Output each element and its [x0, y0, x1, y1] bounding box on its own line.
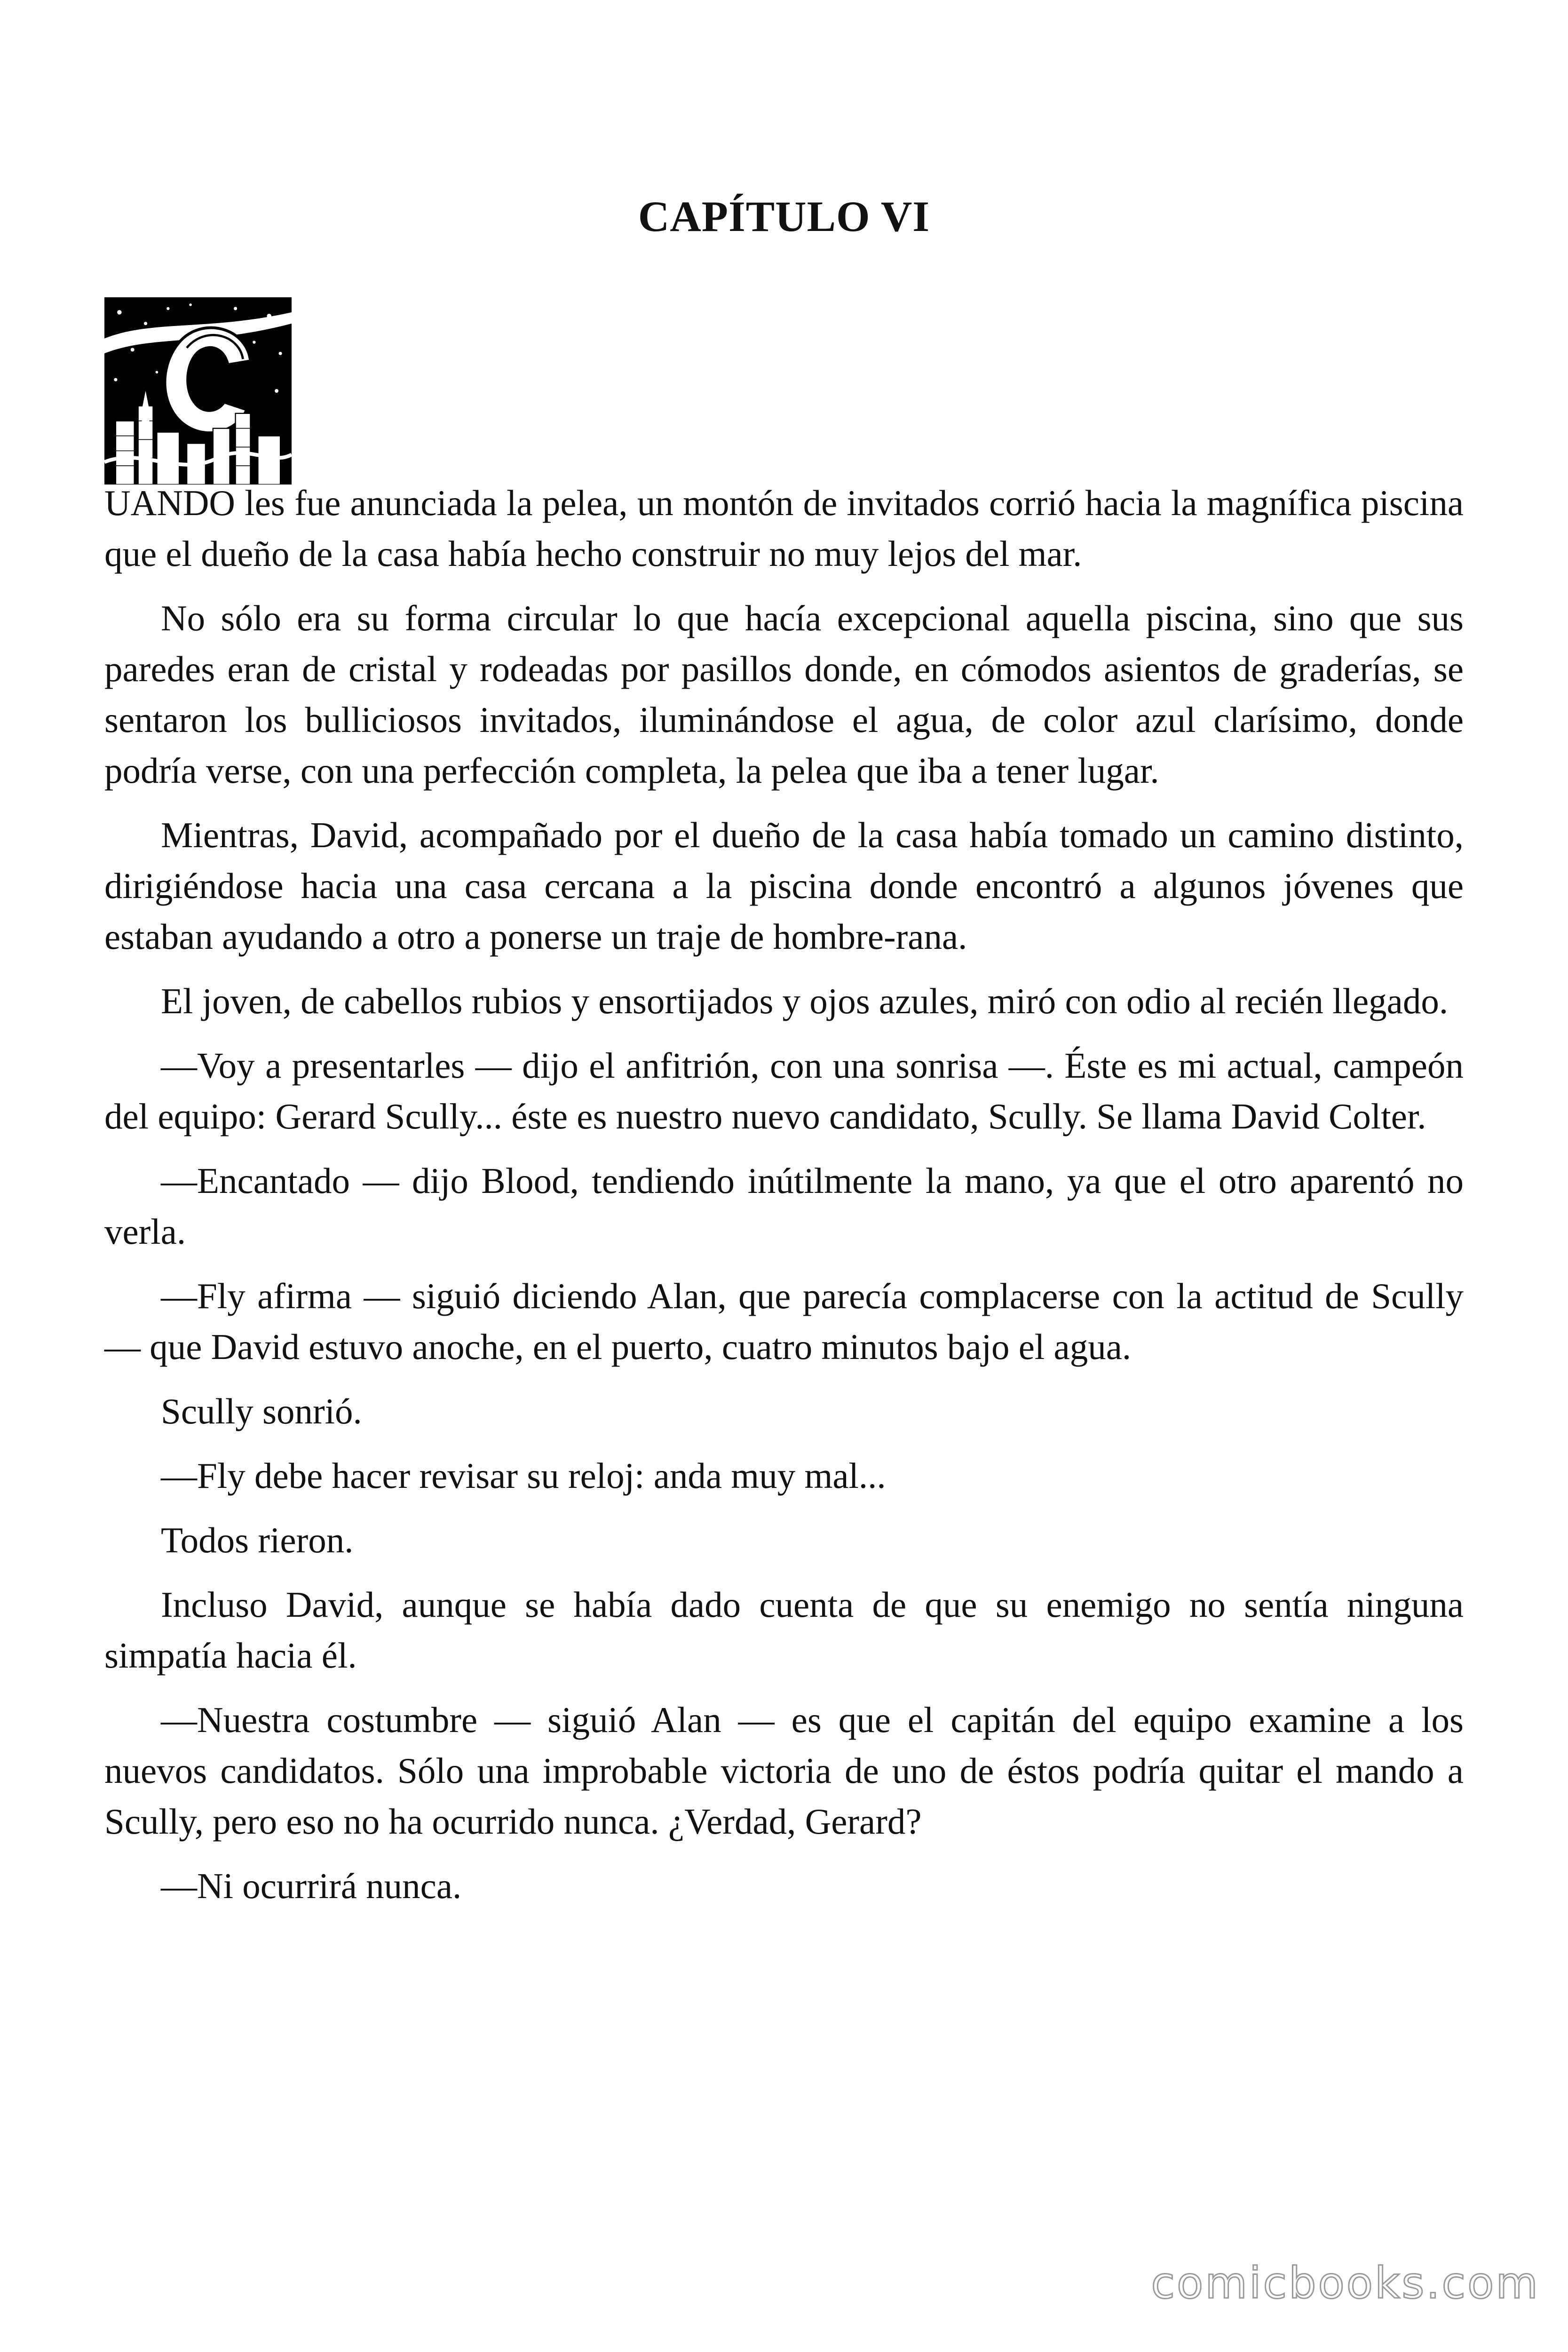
paragraph: Mientras, David, acompañado por el dueño de la casa había tomado un camino distinto, dirigiéndose hacia una casa cercana a la piscina donde encontró a algunos jóvenes que estaban ayudando a otro a ponerse un traje de hombre-rana. — [104, 815, 1464, 957]
paragraph: Scully sonrió. — [161, 1391, 362, 1431]
paragraph: No sólo era su forma circular lo que hacía excepcional aquella piscina, sino que sus paredes eran de cristal y rodeadas por pasillos donde, en cómodos asientos de graderías, se sentaron los bulliciosos invitados, iluminándose el agua, de color azul clarísimo, donde podría verse, con una perfección completa, la pelea que iba a tener lugar. — [104, 598, 1464, 791]
chapter-title: CAPÍTULO VI — [638, 192, 930, 240]
paragraph: —Voy a presentarles — dijo el anfitrión, con una sonrisa —. Éste es mi actual, campeón del equipo: Gerard Scully... éste es nuestro nuevo candidato, Scully. Se llama David Colter. — [104, 1045, 1464, 1136]
paragraph: Todos rieron. — [161, 1520, 354, 1560]
paragraph: UANDO les fue anunciada la pelea, un montón de invitados corrió hacia la magnífica piscina que el dueño de la casa había hecho construir no muy lejos del mar. — [104, 483, 1464, 574]
watermark: comicbooks.com — [1151, 2258, 1540, 2308]
paragraph: Incluso David, aunque se había dado cuenta de que su enemigo no sentía ninguna simpatía hacia él. — [104, 1584, 1464, 1676]
dropcap-illustration — [104, 297, 292, 485]
paragraph: —Ni ocurrirá nunca. — [161, 1866, 462, 1906]
paragraph: —Encantado — dijo Blood, tendiendo inútilmente la mano, ya que el otro aparentó no verla. — [104, 1160, 1464, 1252]
paragraph: —Fly debe hacer revisar su reloj: anda muy mal... — [161, 1455, 886, 1496]
chapter-body — [104, 477, 1464, 1925]
paragraph: —Nuestra costumbre — siguió Alan — es que el capitán del equipo examine a los nuevos candidatos. Sólo una improbable victoria de uno de éstos podría quitar el mando a Scully, pero eso no ha ocurrido nunca. ¿Verdad, Gerard? — [104, 1700, 1464, 1842]
paragraph: —Fly afirma — siguió diciendo Alan, que parecía complacerse con la actitud de Scully — que David estuvo anoche, en el puerto, cuatro minutos bajo el agua. — [104, 1276, 1464, 1367]
paragraph: El joven, de cabellos rubios y ensortijados y ojos azules, miró con odio al recién llegado. — [161, 981, 1449, 1021]
